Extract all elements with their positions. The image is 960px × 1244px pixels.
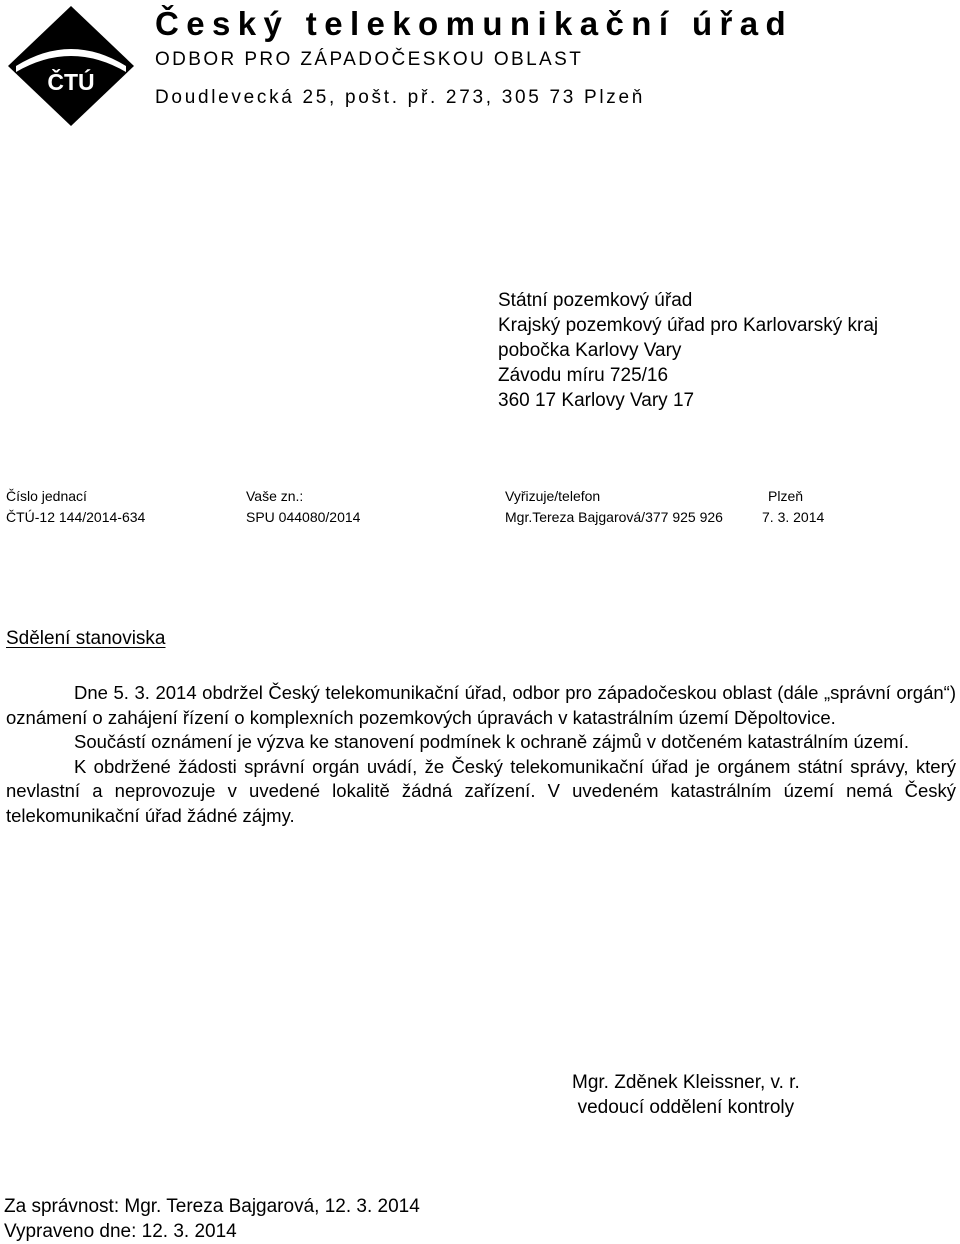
recipient-line: Státní pozemkový úřad — [498, 290, 693, 311]
office-address: Doudlevecká 25, pošt. př. 273, 305 73 Plzeň — [155, 87, 646, 108]
handled-by-label: Vyřizuje/telefon — [505, 488, 601, 504]
ref-number-label: Číslo jednací — [6, 488, 87, 504]
letter-date: 7. 3. 2014 — [762, 509, 825, 525]
your-ref-value: SPU 044080/2014 — [246, 509, 361, 525]
body-paragraph: K obdržené žádosti správní orgán uvádí, že Český telekomunikační úřad je orgánem státní správy, který nevlastní a neprovozuje v uvedené lokalitě žádná zařízení. V uvedeném katastrálním území nemá Český telekomunikační úřad žádné zájmy. — [6, 755, 956, 826]
your-ref-label: Vaše zn.: — [246, 488, 304, 504]
signatory-name: Mgr. Zděnek Kleissner, v. r. — [572, 1072, 800, 1093]
ctu-logo — [6, 4, 136, 128]
recipient-line: Závodu míru 725/16 — [498, 365, 669, 386]
body-paragraph: Součástí oznámení je výzva ke stanovení podmínek k ochraně zájmů v dotčeném katastrálním území. — [74, 731, 909, 752]
department-name: ODBOR PRO ZÁPADOČESKOU OBLAST — [155, 49, 584, 70]
logo-text: ČTÚ — [47, 69, 95, 95]
handled-by-value: Mgr.Tereza Bajgarová/377 925 926 — [505, 509, 723, 525]
recipient-line: pobočka Karlovy Vary — [498, 340, 682, 361]
office-title: Český telekomunikační úřad — [155, 5, 794, 42]
signatory-position: vedoucí oddělení kontroly — [577, 1097, 795, 1118]
letter-body — [6, 681, 956, 828]
sent-date: Vypraveno dne: 12. 3. 2014 — [4, 1221, 237, 1242]
recipient-line: 360 17 Karlovy Vary 17 — [498, 390, 695, 411]
signature-block — [572, 1070, 800, 1120]
correctness-note: Za správnost: Mgr. Tereza Bajgarová, 12. 3. 2014 — [4, 1196, 420, 1217]
footer — [4, 1194, 420, 1244]
letter-subject: Sdělení stanoviska — [6, 628, 166, 649]
body-paragraph: Dne 5. 3. 2014 obdržel Český telekomunikační úřad, odbor pro západočeskou oblast (dále „správní orgán“) oznámení o zahájení řízení o komplexních pozemkových úpravách v katastrálním území Děpoltovice. — [6, 682, 956, 728]
place-label: Plzeň — [768, 488, 804, 504]
recipient-address — [498, 288, 878, 413]
recipient-line: Krajský pozemkový úřad pro Karlovarský kraj — [498, 315, 879, 336]
ref-number-value: ČTÚ-12 144/2014-634 — [6, 509, 146, 525]
